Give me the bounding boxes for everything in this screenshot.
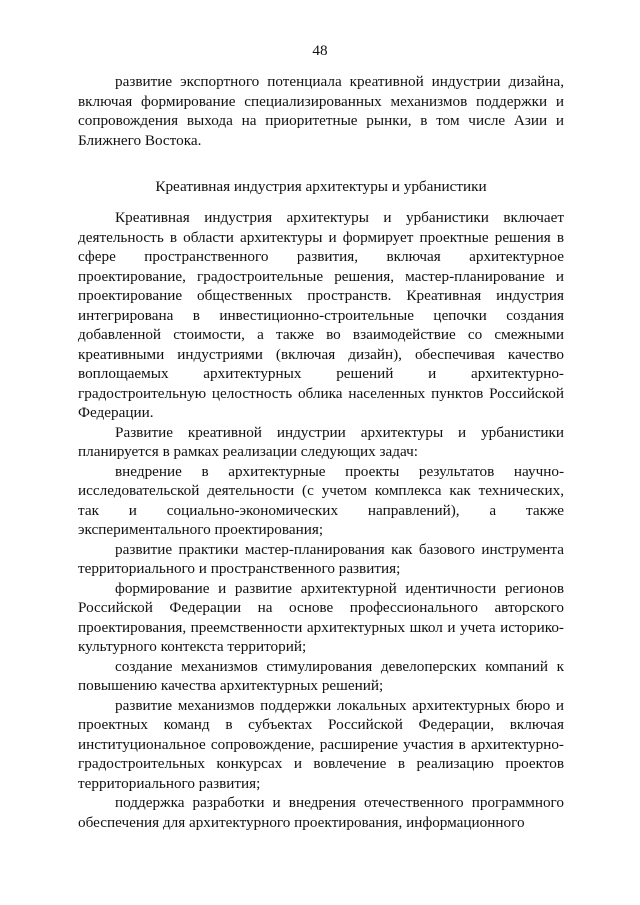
- intro-block: [78, 72, 564, 150]
- section-body: [78, 208, 564, 832]
- task-item-master-planning: развитие практики мастер-планирования как базового инструмента территориального и пространственного развития;: [78, 540, 564, 577]
- task-item-regional-identity: формирование и развитие архитектурной идентичности регионов Российской Федерации на основе профессионального авторского проектирования, преемственности архитектурных школ и учета историко-культурного контекста территорий;: [78, 579, 564, 655]
- body-paragraph-tasks-intro: Развитие креативной индустрии архитектуры и урбанистики планируется в рамках реализации следующих задач:: [78, 423, 564, 460]
- intro-paragraph: развитие экспортного потенциала креативной индустрии дизайна, включая формирование специализированных механизмов поддержки и сопровождения выхода на приоритетные рынки, в том числе Азии и Ближнего Востока.: [78, 73, 564, 149]
- body-paragraph-definition: Креативная индустрия архитектуры и урбанистики включает деятельность в области архитектуры и формирует проектные решения в сфере пространственного развития, включая архитектурное проектирование, градостроительные решения, мастер-планирование и проектирование общественных пространств. Креативная индустрия интегрирована в инвестиционно-строительные цепочки создания добавленной стоимости, а также во взаимодействие со смежными креативными индустриями (включая дизайн), обеспечивая качество воплощаемых архитектурных решений и архитектурно-градостроительную целостность облика населенных пунктов Российской Федерации.: [78, 209, 564, 421]
- task-item-local-bureaus: развитие механизмов поддержки локальных архитектурных бюро и проектных команд в субъектах Российской Федерации, включая институциональное сопровождение, расширение участия в архитектурно-градостроительных конкурсах и вовлечение в реализацию проектов территориального развития;: [78, 696, 564, 792]
- section-heading: Креативная индустрия архитектуры и урбанистики: [155, 178, 487, 195]
- page-number: 48: [312, 42, 328, 59]
- section-heading-block: [78, 177, 564, 197]
- task-item-software-support: поддержка разработки и внедрения отечественного программного обеспечения для архитектурного проектирования, информационного: [78, 794, 564, 831]
- task-item-developer-incentives: создание механизмов стимулирования девелоперских компаний к повышению качества архитектурных решений;: [78, 657, 564, 694]
- task-item-research: внедрение в архитектурные проекты результатов научно-исследовательской деятельности (с учетом комплекса как технических, так и социально-экономических направлений), а также экспериментального проектирования;: [78, 462, 564, 538]
